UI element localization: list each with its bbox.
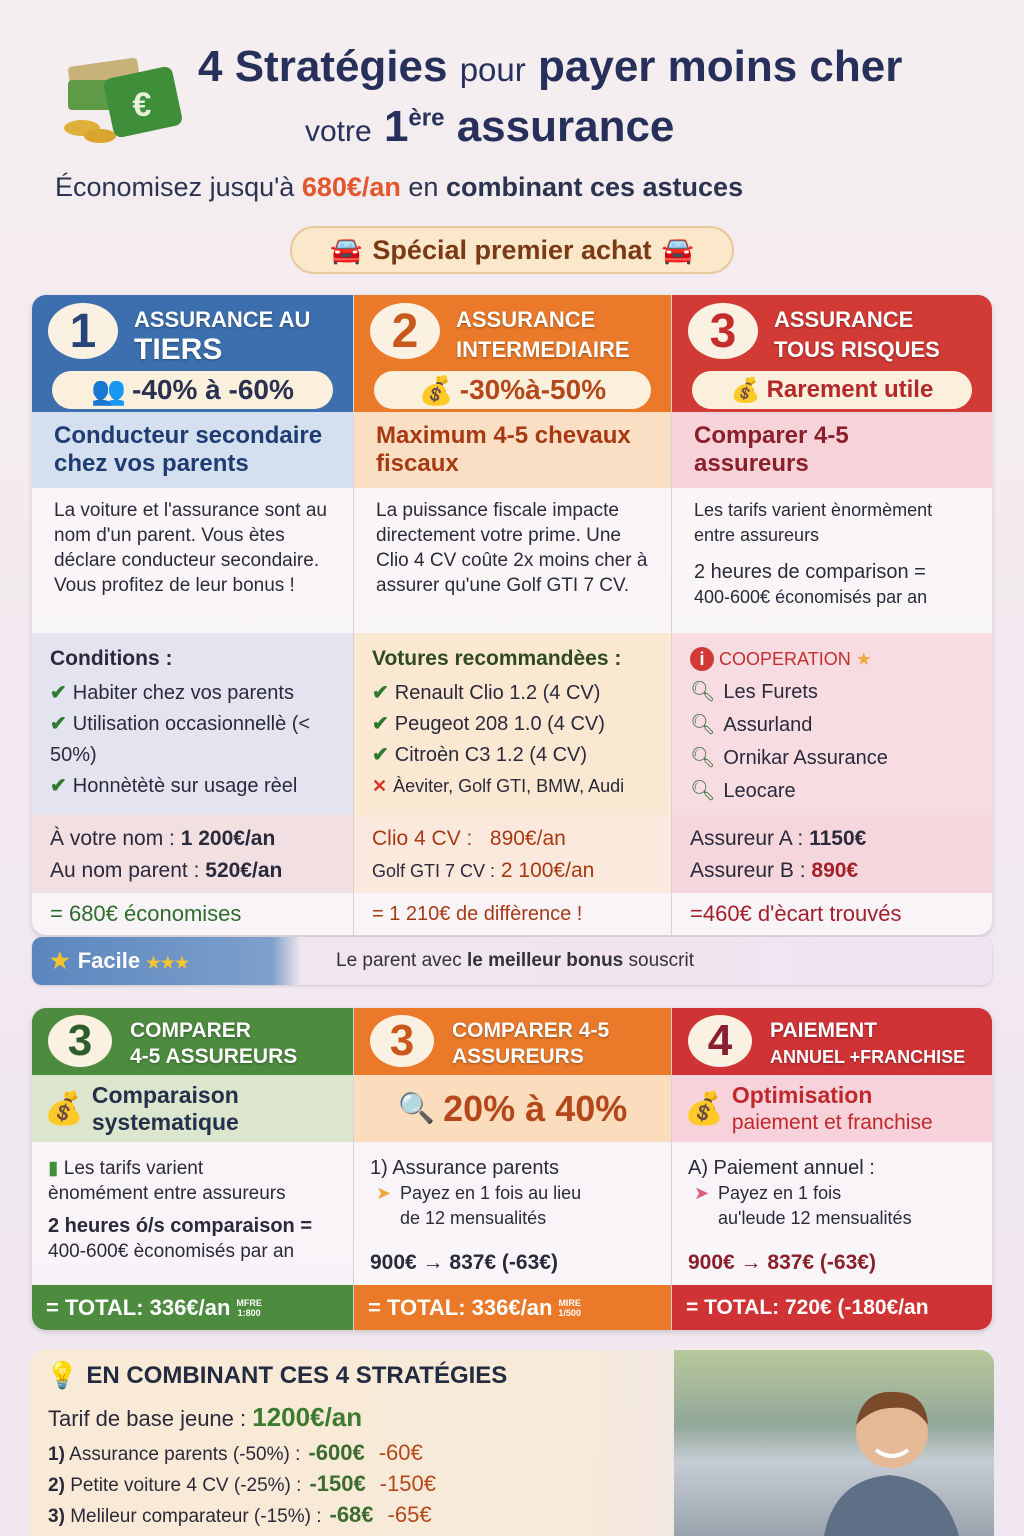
list-item [372, 709, 653, 740]
price-label: Golf GTI 7 CV : [372, 861, 496, 881]
money-bag-icon: 💰 [730, 376, 761, 404]
body-text: de 12 mensualités [400, 1208, 547, 1228]
money-bag-icon: 💰 [418, 374, 454, 406]
special-badge [290, 226, 734, 274]
card-subtitle: Conducteur secondaire chez vos parents [32, 412, 353, 488]
list-item-text: Les Furets [723, 681, 818, 703]
money-bag-icon: 💰 [684, 1090, 724, 1126]
strategy-number: 1 [48, 303, 118, 359]
title-small: pour [459, 51, 526, 88]
price-value: 520€/an [205, 859, 283, 882]
row-num: 1) [48, 1444, 65, 1465]
car-icon: 🚘 [330, 234, 363, 265]
title-number: 1 [383, 102, 409, 151]
pill-text: -40% à -60% [132, 374, 294, 405]
card-subtitle [354, 1075, 671, 1142]
subtitle-pre: Économisez jusqu'à [55, 172, 295, 202]
savings-pill [374, 371, 651, 409]
banner-text-post: souscrit [628, 950, 694, 971]
subtitle-text: paiement et franchise [731, 1110, 933, 1134]
card-title [130, 1018, 343, 1070]
savings-total: =460€ d'ècart trouvés [672, 893, 992, 935]
list-item [690, 709, 974, 742]
row-label: Petite voiture 4 CV (-25%) : [70, 1475, 302, 1496]
banner-text-pre: Le parent avec [336, 950, 462, 971]
title-line: ASSURANCE [456, 307, 596, 332]
title-line: TIERS [134, 333, 223, 366]
stars-rating-icon: ★★★ [146, 955, 190, 972]
price-label: Assureur A : [690, 827, 804, 850]
strategy-number: 3 [48, 1015, 112, 1067]
title-strong: assurance [456, 102, 675, 151]
subtitle-bold: combinant ces astuces [445, 172, 744, 202]
base-label: Tarif de base jeune : [48, 1406, 247, 1431]
body-text-line: Payez en 1 fois au lieu [400, 1183, 582, 1203]
check-icon: ✔ [372, 713, 389, 735]
search-icon: 🔍︎ [690, 714, 716, 736]
card-title [774, 305, 982, 365]
bottom-strategies-grid [32, 1008, 992, 1330]
savings-pill [692, 371, 972, 409]
price-value: 1150€ [809, 827, 867, 850]
svg-text:€: € [132, 86, 152, 124]
total-bar [32, 1285, 353, 1330]
desc-text: Les tarifs varient ènormèment entre assureurs [694, 500, 933, 545]
list-item [690, 742, 974, 775]
list-title: Votures recommandèes : [372, 647, 622, 670]
check-icon: ✔ [372, 682, 389, 704]
row-num: 2) [48, 1475, 65, 1496]
strategy-number: 3 [688, 303, 758, 359]
arrow-icon: ➤ [376, 1183, 392, 1203]
cross-icon: ✕ [372, 776, 388, 796]
total-bar: = TOTAL: 720€ (-180€/an [672, 1285, 992, 1330]
mini-text: MIRE [558, 1297, 581, 1308]
card-title [452, 1018, 661, 1070]
money-bag-icon: 💰 [44, 1090, 84, 1126]
row-label: Assurance parents (-50%) : [69, 1444, 301, 1465]
price-value: 890€ [811, 859, 859, 882]
mini-text: 1:800 [237, 1307, 261, 1318]
card-header [354, 1008, 671, 1075]
title-line: PAIEMENT [770, 1019, 877, 1042]
price-label: Assureur B : [690, 859, 806, 882]
card-title [770, 1018, 982, 1070]
chart-icon: ▮ [48, 1158, 59, 1179]
strategies-grid [32, 295, 992, 935]
list-item [690, 775, 974, 808]
price-value: 2 100€/an [500, 859, 595, 882]
body-text: 1) Assurance parents [370, 1157, 559, 1179]
price-label: Clio 4 CV : [372, 827, 473, 850]
info-icon: i [690, 647, 714, 671]
card-body [354, 1142, 671, 1240]
bottom-card-1 [32, 1008, 354, 1330]
total-bar [354, 1285, 671, 1330]
total-text: = TOTAL: 336€/an [46, 1294, 231, 1320]
price-change: 900€ → 837€ (-63€) [672, 1240, 992, 1285]
body-text: Les tarifs varient [63, 1158, 204, 1179]
card-description: La voiture et l'assurance sont au nom d'un parent. Vous ètes déclare conducteur secondaire. Vous profitez de leur bonus ! [32, 488, 353, 633]
title-strong: payer moins cher [538, 42, 903, 91]
title-line: ANNUEL +FRANCHISE [770, 1047, 966, 1067]
list-title [690, 643, 974, 676]
list-item [50, 709, 335, 771]
body-text-line: Payez en 1 fois [718, 1183, 842, 1203]
banner-text-bold: le meilleur bonus [466, 950, 624, 971]
savings-total: = 1 210€ de diffèrence ! [354, 893, 671, 935]
card-subtitle: Comparer 4-5 assureurs [672, 412, 992, 488]
star-icon: ★ [855, 649, 872, 669]
mini-note [236, 1298, 262, 1318]
difficulty-label [50, 948, 310, 974]
list-item [50, 771, 335, 802]
subtitle-amount: 680€/an [301, 172, 401, 202]
difficulty-text: Facile [77, 948, 141, 973]
row-label: Melileur comparateur (-15%) : [70, 1506, 322, 1527]
list-item [372, 740, 653, 771]
money-stack-icon [60, 50, 185, 145]
mini-text: MFRE [236, 1297, 262, 1308]
special-label: Spécial premier achat [372, 234, 652, 265]
list-item-text: Assurland [723, 714, 813, 736]
row-value: -68€ [329, 1502, 374, 1527]
row-value: -65€ [387, 1502, 432, 1527]
strategy-number: 2 [370, 303, 440, 359]
body-text [370, 1181, 655, 1206]
combined-row [48, 1440, 423, 1466]
price-value: 890€/an [489, 827, 566, 850]
list-item [50, 678, 335, 709]
title-small: votre [305, 115, 372, 148]
subtitle-text: Optimisation [731, 1081, 873, 1108]
base-rate [48, 1402, 362, 1433]
body-text: A) Paiement annuel : [688, 1157, 875, 1179]
list-item [372, 771, 653, 802]
card-title [456, 305, 661, 365]
title-line: COMPARER 4-5 [452, 1019, 610, 1042]
price-change: 900€ → 837€ (-63€) [354, 1240, 671, 1285]
strategy-card-1 [32, 295, 354, 935]
body-text: 2 heures ó/s comparaison = [48, 1215, 312, 1237]
mini-text: 1/500 [558, 1307, 581, 1318]
row-value: -600€ [308, 1440, 365, 1465]
list-item [372, 678, 653, 709]
page-title-line2 [305, 102, 674, 152]
title-strong: 4 Stratégies [198, 42, 448, 91]
combined-strategies-box [30, 1350, 994, 1536]
cars-list [354, 633, 671, 815]
strategy-number: 3 [370, 1015, 434, 1067]
mini-note [558, 1298, 581, 1318]
bottom-card-3 [672, 1008, 992, 1330]
card-header [672, 295, 992, 412]
row-num: 3) [48, 1506, 65, 1527]
bottom-card-2 [354, 1008, 672, 1330]
strategy-card-2 [354, 295, 672, 935]
card-header [32, 295, 353, 412]
base-value: 1200€/an [252, 1402, 363, 1432]
list-item-text: Utilisation occasionnellè (< 50%) [50, 713, 311, 766]
savings-total: = 680€ économises [32, 893, 353, 935]
card-title [134, 305, 343, 365]
card-subtitle: Maximum 4-5 chevaux fiscaux [354, 412, 671, 488]
body-text: 400-600€ èconomisés par an [48, 1241, 295, 1262]
list-title-text: COOPERATION [719, 649, 851, 669]
pill-text: Rarement utile [766, 376, 934, 403]
card-body [32, 1142, 353, 1285]
total-text: = TOTAL: 336€/an [368, 1294, 553, 1320]
price-label: Au nom parent : [50, 859, 200, 882]
young-man-photo [814, 1370, 964, 1536]
price-label: À votre nom : [50, 827, 175, 850]
lightbulb-icon: 💡 [46, 1360, 79, 1390]
title-line: ASSURANCE [774, 307, 914, 332]
check-icon: ✔ [50, 682, 67, 704]
list-item-text: Honnètètè sur usage rèel [72, 775, 298, 797]
card-description [672, 488, 992, 633]
body-text [688, 1181, 976, 1206]
list-item-text: Peugeot 208 1.0 (4 CV) [394, 713, 605, 735]
desc-text: 2 heures de comparison = [694, 561, 926, 583]
price-comparison [672, 815, 992, 893]
difficulty-banner [32, 937, 992, 985]
row-value: -150€ [379, 1471, 437, 1496]
title-sup: ère [408, 104, 445, 132]
check-icon: ✔ [372, 744, 389, 766]
people-icon: 👥 [91, 374, 126, 406]
subtitle-text: 20% à 40% [443, 1088, 628, 1129]
check-icon: ✔ [50, 713, 67, 735]
row-value: -60€ [378, 1440, 423, 1465]
page-title-line1 [198, 42, 902, 92]
title-line: ASSURANCE AU [134, 307, 311, 332]
card-subtitle [32, 1075, 353, 1142]
search-icon: 🔍︎ [690, 780, 716, 802]
title-line: 4-5 ASSUREURS [130, 1045, 298, 1068]
search-icon: 🔍︎ [690, 747, 716, 769]
card-header [672, 1008, 992, 1075]
subtitle-text: Comparaison systematique [91, 1081, 239, 1135]
car-keys-photo [674, 1350, 994, 1536]
list-item-text: Ornikar Assurance [723, 747, 888, 769]
list-title: Conditions : [50, 647, 173, 670]
search-icon: 🔍︎ [690, 681, 716, 703]
card-body [672, 1142, 992, 1240]
subtitle-mid: en [408, 172, 439, 202]
title-line: TOUS RISQUES [774, 337, 940, 362]
list-item-text: Àeviter, Golf GTI, BMW, Audi [393, 776, 625, 796]
list-item-text: Leocare [723, 780, 796, 802]
combined-row [48, 1502, 432, 1528]
list-item-text: Citroèn C3 1.2 (4 CV) [394, 744, 588, 766]
strategy-card-3 [672, 295, 992, 935]
title-line: COMPARER [130, 1019, 251, 1042]
title-line: INTERMEDIAIRE [456, 337, 630, 362]
list-item-text: Habiter chez vos parents [72, 682, 294, 704]
check-icon: ✔ [50, 775, 67, 797]
subtitle [55, 172, 743, 203]
row-value: -150€ [309, 1471, 366, 1496]
body-text: ènomément entre assureurs [48, 1183, 286, 1204]
card-description: La puissance fiscale impacte directement votre prime. Une Clio 4 CV coûte 2x moins cher à assurer qu'une Golf GTI 7 CV. [354, 488, 671, 633]
price-value: 1 200€/an [180, 827, 276, 850]
card-header [32, 1008, 353, 1075]
price-comparison [354, 815, 671, 893]
magnifier-clock-icon: 🔍 [397, 1092, 436, 1125]
combined-title [46, 1360, 507, 1391]
star-icon: ★ [50, 948, 70, 973]
car-icon: 🚘 [661, 234, 694, 265]
desc-text: 400-600€ économisés par an [694, 587, 928, 607]
strategy-number: 4 [688, 1015, 752, 1067]
title-line: ASSUREURS [452, 1045, 584, 1068]
arrow-icon: ➤ [694, 1183, 710, 1203]
list-item [690, 676, 974, 709]
pill-text: -30%à-50% [459, 374, 607, 405]
list-item-text: Renault Clio 1.2 (4 CV) [394, 682, 601, 704]
combined-title-text: EN COMBINANT CES 4 STRATÉGIES [86, 1361, 508, 1389]
price-comparison [32, 815, 353, 893]
conditions-list [32, 633, 353, 815]
card-header [354, 295, 671, 412]
savings-pill [52, 371, 333, 409]
comparators-list [672, 633, 992, 815]
combined-row [48, 1471, 436, 1497]
body-text: au'leude 12 mensualités [718, 1208, 912, 1228]
banner-text [336, 950, 694, 972]
card-subtitle [672, 1075, 992, 1142]
